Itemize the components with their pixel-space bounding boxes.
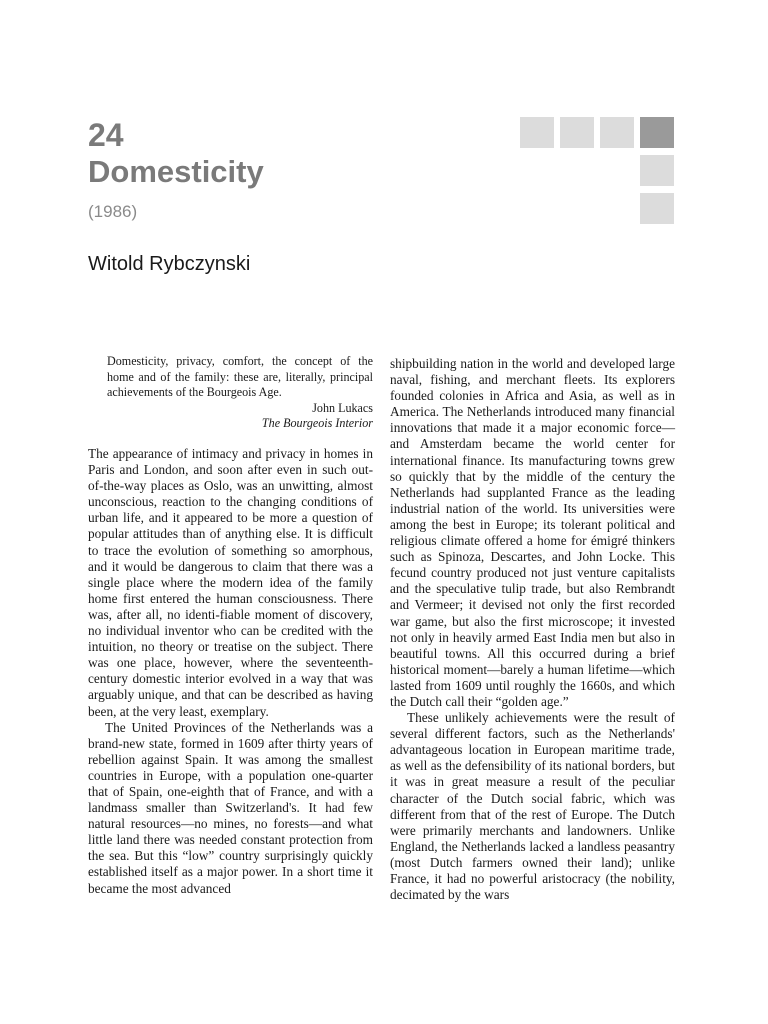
epigraph-attribution: John Lukacs [312,400,373,415]
decorative-square-dark [640,117,674,148]
decorative-square [640,155,674,186]
decorative-square [600,117,634,148]
body-paragraph: shipbuilding nation in the world and developed large naval, fishing, and merchant fleets. Its explorers founded colonies in Africa and Asia, as well as in America. The Netherlands introduced many financial innovations that made it a major economic force—and Amsterdam became the world center for international finance. Its manufacturing towns grew so quickly that by the middle of the century the Netherlands had supplanted France as the leading industrial nation of the world. Its universities were among the best in Europe; its tolerant political and religious climate offered a home for émigré thinkers such as Spinoza, Descartes, and John Locke. This fecund country produced not just venture capitalists and the speculative tulip trade, but also Rembrandt and Vermeer; it devised not only the first recorded war game, but also the first microscope; it invested not only in heavily armed East India men but also in beautiful towns. All this occurred during a brief historical moment—barely a human lifetime—which lasted from 1609 until roughly the 1660s, and which the Dutch call their “golden age.” [390,356,675,709]
body-paragraph: The United Provinces of the Netherlands was a brand-new state, formed in 1609 after thirty years of rebellion against Spain. It was among the smallest countries in Europe, with a population one-quarter that of Spain, one-eighth that of France, and with a landmass smaller than Switzerland's. It had few natural resources—no mines, no forests—and what little land there was needed constant protection from the sea. But this “low” country surprisingly quickly established itself as a major power. In a short time it became the most advanced [88,719,373,896]
decorative-square [640,193,674,224]
epigraph-work: The Bourgeois Interior [261,416,373,430]
body-paragraph: The appearance of intimacy and privacy in homes in Paris and London, and soon after even in such out-of-the-way places as Oslo, was an unwitting, almost unconscious, reaction to the changing conditions of urban life, and it appeared to be more a question of popular attitudes than of anything else. It is difficult to trace the evolution of something so amorphous, and it would be dangerous to claim that there was a single place where the modern idea of the family home first entered the human consciousness. There was, after all, no identi-fiable moment of discovery, no individual inventor who can be credited with the intuition, no theory or treatise on the subject. There was one place, however, where the seventeenth-century domestic interior evolved in a way that was arguably unique, and that can be described as having been, at the very least, exemplary. [88,446,373,719]
chapter-number: 24 [88,117,124,153]
chapter-author: Witold Rybczynski [88,253,251,275]
body-paragraph: These unlikely achievements were the result of several different factors, such as the Netherlands' advantageous location in European maritime trade, as well as the defensibility of its national borders, but it was in great measure a result of the peculiar character of the Dutch social fabric, which was different from that of the rest of Europe. The Dutch were primarily merchants and landowners. Unlike England, the Netherlands lacked a landless peasantry (most Dutch farmers owned their land); unlike France, it had no powerful aristocracy (the nobility, decimated by the wars [390,710,675,903]
chapter-title: Domesticity [88,154,264,189]
decorative-square [520,117,554,148]
chapter-year: (1986) [88,202,138,221]
body-column-left [88,446,373,897]
decorative-square [560,117,594,148]
epigraph [107,354,373,432]
epigraph-text: Domesticity, privacy, comfort, the concept of the home and of the family: these are, literally, principal achievements of the Bourgeois Age. [107,354,373,399]
body-column-right [390,356,675,903]
